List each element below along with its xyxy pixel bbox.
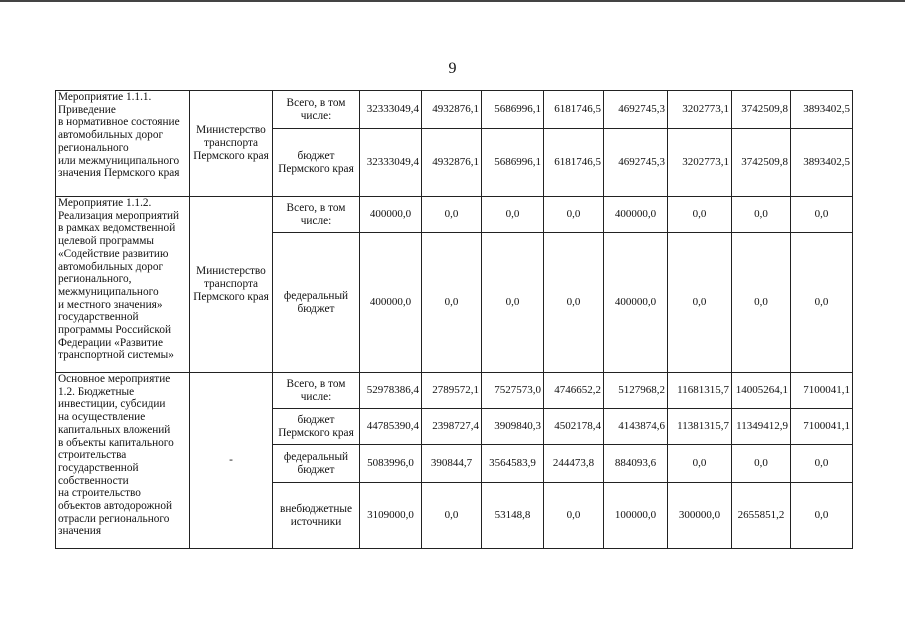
value-cell: 0,0 <box>732 197 791 233</box>
value-cell: 2655851,2 <box>732 483 791 549</box>
value-cell: 11381315,7 <box>668 409 732 445</box>
budget-table <box>55 90 853 549</box>
value-cell: 4746652,2 <box>544 373 604 409</box>
table-row <box>56 373 853 409</box>
value-cell: 400000,0 <box>604 197 668 233</box>
funding-source-cell: бюджет Пермского края <box>273 129 360 197</box>
value-cell: 32333049,4 <box>360 129 422 197</box>
value-cell: 7100041,1 <box>791 373 853 409</box>
value-cell: 4932876,1 <box>422 91 482 129</box>
value-cell: 7527573,0 <box>482 373 544 409</box>
value-cell: 3202773,1 <box>668 129 732 197</box>
value-cell: 6181746,5 <box>544 129 604 197</box>
value-cell: 2789572,1 <box>422 373 482 409</box>
page-number: 9 <box>448 60 457 77</box>
activity-cell: Мероприятие 1.1.1. Приведение в нормативное состояние автомобильных дорог регионального или межмуниципального значения Пермского края <box>56 91 190 197</box>
value-cell: 3202773,1 <box>668 91 732 129</box>
value-cell: 5686996,1 <box>482 91 544 129</box>
funding-source-cell: федеральный бюджет <box>273 445 360 483</box>
value-cell: 300000,0 <box>668 483 732 549</box>
value-cell: 884093,6 <box>604 445 668 483</box>
value-cell: 3564583,9 <box>482 445 544 483</box>
value-cell: 0,0 <box>482 197 544 233</box>
value-cell: 3742509,8 <box>732 91 791 129</box>
value-cell: 32333049,4 <box>360 91 422 129</box>
table-row <box>56 91 853 129</box>
value-cell: 400000,0 <box>360 197 422 233</box>
value-cell: 44785390,4 <box>360 409 422 445</box>
activity-cell: Основное мероприятие 1.2. Бюджетные инвестиции, субсидии на осуществление капитальных вложений в объекты капитального строительства государственной собственности на строительство объектов автодорожной отрасли регионального значения <box>56 373 190 549</box>
value-cell: 14005264,1 <box>732 373 791 409</box>
value-cell: 7100041,1 <box>791 409 853 445</box>
value-cell: 244473,8 <box>544 445 604 483</box>
value-cell: 390844,7 <box>422 445 482 483</box>
value-cell: 3109000,0 <box>360 483 422 549</box>
value-cell: 3893402,5 <box>791 91 853 129</box>
value-cell: 0,0 <box>668 233 732 373</box>
value-cell: 0,0 <box>791 445 853 483</box>
activity-cell: Мероприятие 1.1.2. Реализация мероприятий в рамках ведомственной целевой программы «Содействие развитию автомобильных дорог регионального, межмуниципального и местного значения» государственной программы Российской Федерации «Развитие транспортной системы» <box>56 197 190 373</box>
table-row <box>56 197 853 233</box>
funding-source-cell: Всего, в том числе: <box>273 373 360 409</box>
value-cell: 0,0 <box>791 197 853 233</box>
value-cell: 4692745,3 <box>604 91 668 129</box>
value-cell: 53148,8 <box>482 483 544 549</box>
value-cell: 5686996,1 <box>482 129 544 197</box>
scan-top-edge <box>0 0 905 2</box>
funding-source-cell: Всего, в том числе: <box>273 91 360 129</box>
value-cell: 4502178,4 <box>544 409 604 445</box>
value-cell: 2398727,4 <box>422 409 482 445</box>
value-cell: 0,0 <box>544 233 604 373</box>
value-cell: 3742509,8 <box>732 129 791 197</box>
executor-cell: Министерство транспорта Пермского края <box>190 197 273 373</box>
value-cell: 400000,0 <box>360 233 422 373</box>
value-cell: 0,0 <box>668 445 732 483</box>
value-cell: 4692745,3 <box>604 129 668 197</box>
value-cell: 3909840,3 <box>482 409 544 445</box>
value-cell: 0,0 <box>791 233 853 373</box>
value-cell: 0,0 <box>422 233 482 373</box>
value-cell: 0,0 <box>544 197 604 233</box>
value-cell: 4932876,1 <box>422 129 482 197</box>
funding-source-cell: внебюджетные источники <box>273 483 360 549</box>
value-cell: 0,0 <box>668 197 732 233</box>
value-cell: 4143874,6 <box>604 409 668 445</box>
value-cell: 100000,0 <box>604 483 668 549</box>
value-cell: 0,0 <box>422 483 482 549</box>
executor-cell: - <box>190 373 273 549</box>
funding-source-cell: федеральный бюджет <box>273 233 360 373</box>
value-cell: 0,0 <box>791 483 853 549</box>
value-cell: 3893402,5 <box>791 129 853 197</box>
value-cell: 5083996,0 <box>360 445 422 483</box>
value-cell: 6181746,5 <box>544 91 604 129</box>
value-cell: 11681315,7 <box>668 373 732 409</box>
funding-source-cell: бюджет Пермского края <box>273 409 360 445</box>
value-cell: 0,0 <box>732 445 791 483</box>
value-cell: 5127968,2 <box>604 373 668 409</box>
value-cell: 52978386,4 <box>360 373 422 409</box>
value-cell: 0,0 <box>544 483 604 549</box>
value-cell: 0,0 <box>422 197 482 233</box>
funding-source-cell: Всего, в том числе: <box>273 197 360 233</box>
value-cell: 11349412,9 <box>732 409 791 445</box>
value-cell: 0,0 <box>482 233 544 373</box>
value-cell: 400000,0 <box>604 233 668 373</box>
value-cell: 0,0 <box>732 233 791 373</box>
executor-cell: Министерство транспорта Пермского края <box>190 91 273 197</box>
